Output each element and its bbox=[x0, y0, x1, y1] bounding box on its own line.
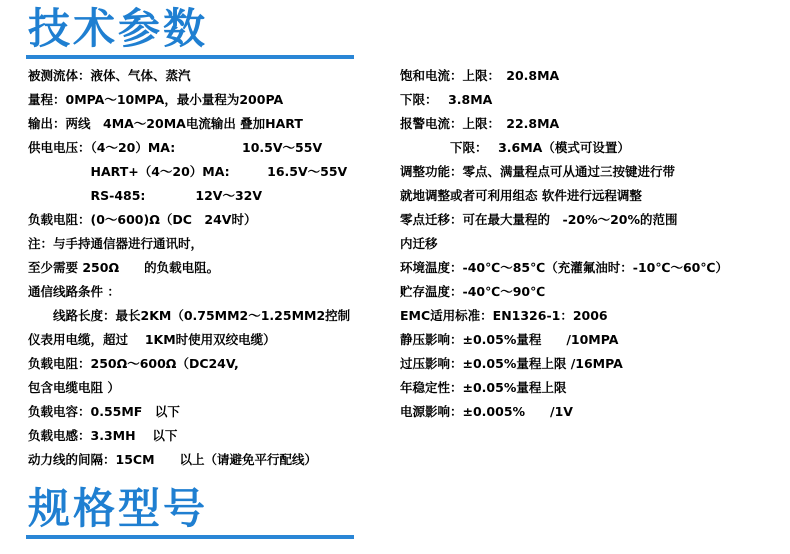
text-line: 注：与手持通信器进行通讯时， bbox=[28, 236, 204, 251]
section-rule-top bbox=[26, 55, 354, 59]
text-line: 贮存温度：-40℃～90℃ bbox=[400, 284, 546, 299]
text-line: 电源影响：±0.005% /1V bbox=[400, 404, 573, 419]
text-line: 负载电阻：250Ω～600Ω（DC24V, bbox=[28, 356, 239, 371]
text-line: 输出：两线 4MA～20MA电流输出 叠加HART bbox=[28, 116, 303, 131]
text-line: 线路长度：最长2KM（0.75MM2～1.25MM2控制 bbox=[28, 308, 351, 323]
text-line: 环境温度：-40℃～85℃（充灌氟油时：-10℃～60℃） bbox=[400, 260, 729, 275]
text-line: 供电电压：（4～20）MA: 10.5V～55V bbox=[28, 140, 323, 155]
text-line: 下限： 3.6MA（模式可设置） bbox=[400, 140, 630, 155]
section-title-tech-params: 技术参数 bbox=[28, 4, 209, 53]
text-line: 动力线的间隔：15CM 以上（请避免平行配线） bbox=[28, 452, 318, 467]
text-line: 仪表用电缆，超过 1KM时使用双绞电缆） bbox=[28, 332, 276, 347]
text-line: 过压影响：±0.05%量程上限 /16MPA bbox=[400, 356, 623, 371]
text-line: 就地调整或者可利用组态 软件进行远程调整 bbox=[400, 188, 642, 203]
text-line: 负载电感：3.3MH 以下 bbox=[28, 428, 178, 443]
text-line: 年稳定性：±0.05%量程上限 bbox=[400, 380, 567, 395]
text-line: EMC适用标准：EN1326-1：2006 bbox=[400, 308, 608, 323]
text-line: 内迁移 bbox=[400, 236, 438, 251]
text-line: HART+（4～20）MA: 16.5V～55V bbox=[28, 164, 348, 179]
section-title-spec-model: 规格型号 bbox=[28, 484, 209, 533]
section-rule-bottom bbox=[26, 535, 354, 539]
text-line: 量程：0MPA～10MPA，最小量程为200PA bbox=[28, 92, 284, 107]
text-line: 包含电缆电阻 ） bbox=[28, 380, 120, 395]
text-line: 负载电阻：(0～600)Ω（DC 24V时） bbox=[28, 212, 257, 227]
text-line: 通信线路条件 ： bbox=[28, 284, 120, 299]
text-line: 报警电流：上限： 22.8MA bbox=[400, 116, 560, 131]
text-line: 调整功能：零点、满量程点可从通过三按键进行带 bbox=[400, 164, 676, 179]
text-line: 被测流体：液体、气体、蒸汽 bbox=[28, 68, 191, 83]
text-line: 饱和电流：上限： 20.8MA bbox=[400, 68, 560, 83]
text-line: 下限： 3.8MA bbox=[400, 92, 493, 107]
text-line: 负载电容：0.55MF 以下 bbox=[28, 404, 180, 419]
text-line: RS-485: 12V～32V bbox=[28, 188, 263, 203]
text-line: 静压影响：±0.05%量程 /10MPA bbox=[400, 332, 619, 347]
text-line: 至少需要 250Ω 的负载电阻。 bbox=[28, 260, 220, 275]
text-line: 零点迁移：可在最大量程的 -20%～20%的范围 bbox=[400, 212, 678, 227]
